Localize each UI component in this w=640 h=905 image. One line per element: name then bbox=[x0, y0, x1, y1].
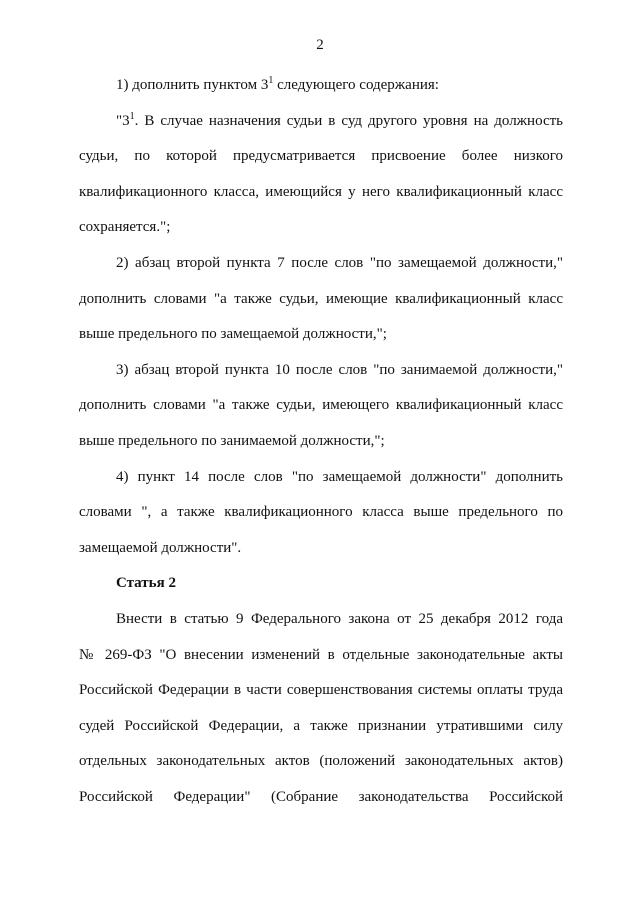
item1-quote-text: . В случае назначения судьи в суд другого уровня на должность bbox=[134, 112, 563, 129]
article-2-heading: Статья 2 bbox=[116, 575, 176, 592]
item4-line-1: 4) пункт 14 после слов "по замещаемой должности" дополнить bbox=[116, 468, 563, 485]
item2-line-1: 2) абзац второй пункта 7 после слов "по замещаемой должности," bbox=[116, 254, 563, 271]
item2-line-3: выше предельного по замещаемой должности,"; bbox=[79, 326, 387, 343]
item3-line-2: дополнить словами "а также судьи, имеющего квалификационный класс bbox=[79, 397, 563, 414]
item1-quote-prefix: "3 bbox=[116, 112, 130, 129]
article2-line-3: Российской Федерации в части совершенствования системы оплаты труда bbox=[79, 682, 563, 699]
article2-line-6: Российской Федерации" (Собрание законодательства Российской bbox=[79, 788, 563, 805]
article2-line-1: Внести в статью 9 Федерального закона от 25 декабря 2012 года bbox=[116, 610, 563, 627]
item1-quote-line-2: судьи, по которой предусматривается присвоение более низкого bbox=[79, 148, 563, 165]
item1-intro-text: 1) дополнить пунктом 3 bbox=[116, 77, 269, 93]
item1-quote-line-4: сохраняется."; bbox=[79, 219, 171, 236]
item3-line-1: 3) абзац второй пункта 10 после слов "по занимаемой должности," bbox=[116, 361, 563, 378]
article2-line-4: судей Российской Федерации, а также признании утратившими силу bbox=[79, 717, 563, 734]
item2-line-2: дополнить словами "а также судьи, имеющие квалификационный класс bbox=[79, 290, 563, 307]
item1-quote-superscript: 1 bbox=[129, 110, 135, 122]
page-number: 2 bbox=[316, 37, 324, 53]
item3-line-3: выше предельного по занимаемой должности,"; bbox=[79, 432, 385, 449]
item1-intro-text-tail: следующего содержания: bbox=[273, 77, 439, 93]
article2-line-5: отдельных законодательных актов (положений законодательных актов) bbox=[79, 753, 563, 770]
item1-intro bbox=[79, 68, 563, 104]
item1-intro-superscript: 1 bbox=[268, 75, 274, 86]
item1-quote-line-3: квалификационного класса, имеющийся у него квалификационный класс bbox=[79, 183, 563, 200]
document-body bbox=[79, 68, 563, 815]
item4-line-2: словами ", а также квалификационного класса выше предельного по bbox=[79, 504, 563, 521]
item4-line-3: замещаемой должности". bbox=[79, 539, 242, 556]
item1-quote-line-1 bbox=[79, 104, 563, 140]
article2-line-2: № 269-ФЗ "О внесении изменений в отдельные законодательные акты bbox=[79, 646, 563, 663]
